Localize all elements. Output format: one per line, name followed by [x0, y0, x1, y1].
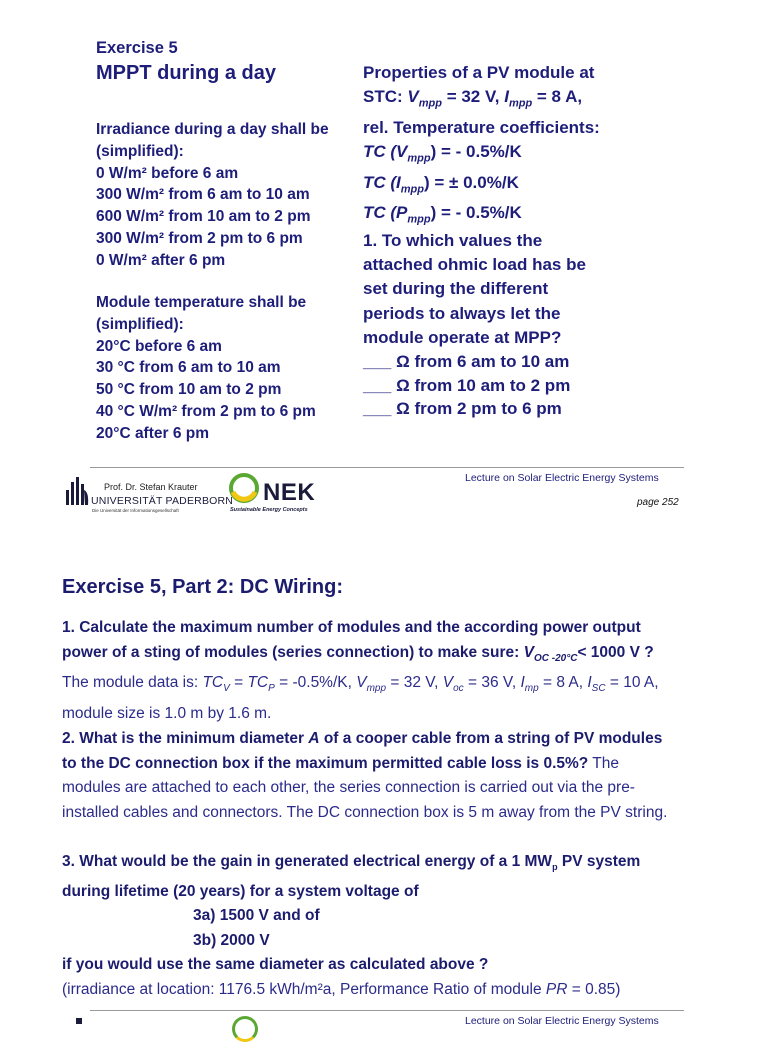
- q3-line1-pre: 3. What would be the gain in generated electrical energy of a 1 MW: [62, 853, 553, 870]
- vmpp-subscript: mpp: [366, 683, 387, 695]
- nek-tagline: Sustainable Energy Concepts: [230, 507, 308, 513]
- q2-line: modules are attached to each other, the series connection is carried out via the pre-: [62, 779, 635, 796]
- sun-icon: [232, 1016, 258, 1042]
- impp-subscript: mpp: [508, 97, 533, 110]
- q3-line: if you would use the same diameter as calculated above ?: [62, 956, 489, 974]
- tc-post: ) = - 0.5%/K: [430, 142, 522, 161]
- irradiance-line: 0 W/m² before 6 am: [96, 164, 239, 182]
- lecture-title-2: Lecture on Solar Electric Energy Systems: [465, 1015, 659, 1027]
- irradiance-line: 300 W/m² from 6 am to 10 am: [96, 186, 310, 204]
- university-emblem-icon: [64, 476, 90, 506]
- sun-icon: [228, 472, 260, 504]
- voc-subscript: OC -20°C: [533, 652, 578, 664]
- q3-line: during lifetime (20 years) for a system voltage of: [62, 882, 419, 900]
- module-data-prefix: The module data is:: [62, 674, 203, 692]
- footer-divider: [90, 467, 684, 468]
- tcp-subscript: P: [268, 683, 275, 695]
- tc-pre: TC (I: [363, 172, 401, 192]
- nek-wordmark: NEK: [263, 479, 316, 506]
- properties-line: rel. Temperature coefficients:: [363, 117, 600, 137]
- temperature-heading: Module temperature shall be: [96, 294, 307, 311]
- question-block: [363, 229, 586, 421]
- tcv-subscript: V: [223, 683, 230, 695]
- tc-pre: TC (P: [363, 203, 408, 223]
- isc-subscript: SC: [591, 683, 606, 695]
- question-line: attached ohmic load has be: [363, 255, 586, 275]
- temperature-line: 50 °C from 10 am to 2 pm: [96, 381, 282, 399]
- temperature-line: 40 °C W/m² from 2 pm to 6 pm: [96, 402, 316, 420]
- question-2: [62, 727, 722, 825]
- isc-symbol: I: [587, 674, 592, 692]
- question-line: periods to always let the: [363, 303, 561, 323]
- professor-name: Prof. Dr. Stefan Krauter: [104, 482, 198, 492]
- page-number: page 252: [637, 497, 679, 508]
- university-tagline: Die Universität der Informationsgesellschaft: [92, 508, 179, 513]
- tc-value: = -0.5%/K,: [274, 674, 357, 692]
- nek-logo: [228, 472, 260, 504]
- question-line: module operate at MPP?: [363, 327, 562, 347]
- q2-line: [62, 727, 722, 752]
- vmpp-symbol: V: [356, 674, 367, 692]
- tc-pmpp: [363, 201, 600, 232]
- irradiance-line: 0 W/m² after 6 pm: [96, 251, 226, 269]
- q2-area-symbol: A: [308, 730, 320, 747]
- vmpp-symbol: V: [407, 87, 419, 107]
- temperature-line: 20°C after 6 pm: [96, 424, 210, 442]
- tcv-symbol: TC: [202, 674, 224, 692]
- tcp-symbol: TC: [247, 674, 269, 692]
- properties-stc: [363, 85, 600, 116]
- tc-sub: mpp: [400, 182, 425, 195]
- answer-blank: ___ Ω from 2 pm to 6 pm: [363, 399, 562, 419]
- slide-title: MPPT during a day: [96, 62, 277, 84]
- q1-module-size: module size is 1.0 m by 1.6 m.: [62, 704, 272, 722]
- tc-sub: mpp: [407, 213, 431, 226]
- answer-blank: ___ Ω from 10 am to 2 pm: [363, 375, 571, 395]
- vmpp-value: = 32 V,: [441, 87, 505, 107]
- properties-line: Properties of a PV module at: [363, 63, 595, 82]
- tc-vmpp: [363, 140, 600, 171]
- q1-line2-post: < 1000 V ?: [577, 643, 654, 661]
- tc-pre: TC (V: [363, 142, 408, 161]
- stc-prefix: STC:: [363, 87, 408, 107]
- imp-subscript: mp: [524, 683, 539, 695]
- slide2-title: Exercise 5, Part 2: DC Wiring:: [62, 576, 344, 598]
- q2-line2-bold: to the DC connection box if the maximum permitted cable loss is 0.5%?: [62, 754, 589, 772]
- tc-post: ) = - 0.5%/K: [430, 203, 522, 223]
- university-logo: [64, 476, 90, 506]
- imp-value: = 8 A,: [538, 674, 588, 692]
- university-logo-partial: [76, 1018, 82, 1024]
- irradiance-line: 300 W/m² from 2 pm to 6 pm: [96, 229, 303, 247]
- properties-block: [363, 61, 600, 232]
- impp-symbol: I: [504, 87, 509, 107]
- q3-line: [62, 978, 722, 1003]
- irradiance-heading-2: (simplified):: [96, 142, 184, 160]
- q2-line: installed cables and connectors. The DC connection box is 5 m away from the PV string.: [62, 803, 668, 821]
- q3-line1-post: PV system: [557, 853, 641, 870]
- q1-line: [62, 641, 722, 672]
- question-line: set during the different: [363, 279, 549, 299]
- imp-symbol: I: [520, 674, 525, 692]
- voc-value: = 36 V,: [463, 674, 521, 692]
- tc-sub: mpp: [407, 152, 431, 165]
- q3-mw-subscript: p: [552, 862, 558, 873]
- q3-line6-pre: (irradiance at location: 1176.5 kWh/m²a, Performance Ratio of module: [62, 980, 546, 998]
- q3-option-a: 3a) 1500 V and of: [193, 907, 320, 925]
- voc-symbol: V: [523, 643, 534, 661]
- isc-value: = 10 A,: [605, 674, 659, 692]
- university-name: UNIVERSITÄT PADERBORN: [91, 495, 234, 507]
- vmpp-value: = 32 V,: [386, 674, 443, 692]
- answer-blank: ___ Ω from 6 am to 10 am: [363, 352, 570, 372]
- equals: =: [229, 674, 248, 692]
- temperature-heading-2: (simplified):: [96, 315, 184, 333]
- tc-post: ) = ± 0.0%/K: [424, 172, 519, 192]
- q3-line: [62, 850, 722, 880]
- q1-module-data: [62, 671, 722, 702]
- q2-line: [62, 752, 722, 777]
- pr-symbol: PR: [545, 980, 568, 998]
- tc-impp: [363, 171, 600, 202]
- q1-line: 1. Calculate the maximum number of modules and the according power output: [62, 619, 641, 636]
- q2-line1-post: of a cooper cable from a string of PV modules: [319, 730, 663, 747]
- q2-line2-normal: The: [588, 754, 619, 772]
- irradiance-line: 600 W/m² from 10 am to 2 pm: [96, 208, 311, 226]
- question-3: [62, 850, 722, 1002]
- voc-symbol: V: [442, 674, 454, 692]
- question-line: 1. To which values the: [363, 231, 543, 250]
- temperature-line: 20°C before 6 am: [96, 337, 222, 355]
- voc-subscript: oc: [453, 683, 464, 695]
- vmpp-subscript: mpp: [418, 97, 442, 110]
- q3-option-b: 3b) 2000 V: [193, 931, 270, 949]
- exercise-label: Exercise 5: [96, 39, 178, 57]
- q1-line2-pre: power of a sting of modules (series connection) to make sure:: [62, 643, 524, 661]
- q2-line1-pre: 2. What is the minimum diameter: [62, 730, 309, 747]
- temperature-block: [96, 292, 316, 445]
- irradiance-heading: Irradiance during a day shall be: [96, 121, 329, 138]
- q3-line6-post: = 0.85): [567, 980, 621, 998]
- temperature-line: 30 °C from 6 am to 10 am: [96, 359, 281, 377]
- footer-divider-2: [90, 1010, 684, 1011]
- question-1: [62, 616, 722, 726]
- lecture-title: Lecture on Solar Electric Energy Systems: [465, 472, 659, 484]
- irradiance-block: [96, 119, 329, 272]
- impp-value: = 8 A,: [532, 87, 583, 107]
